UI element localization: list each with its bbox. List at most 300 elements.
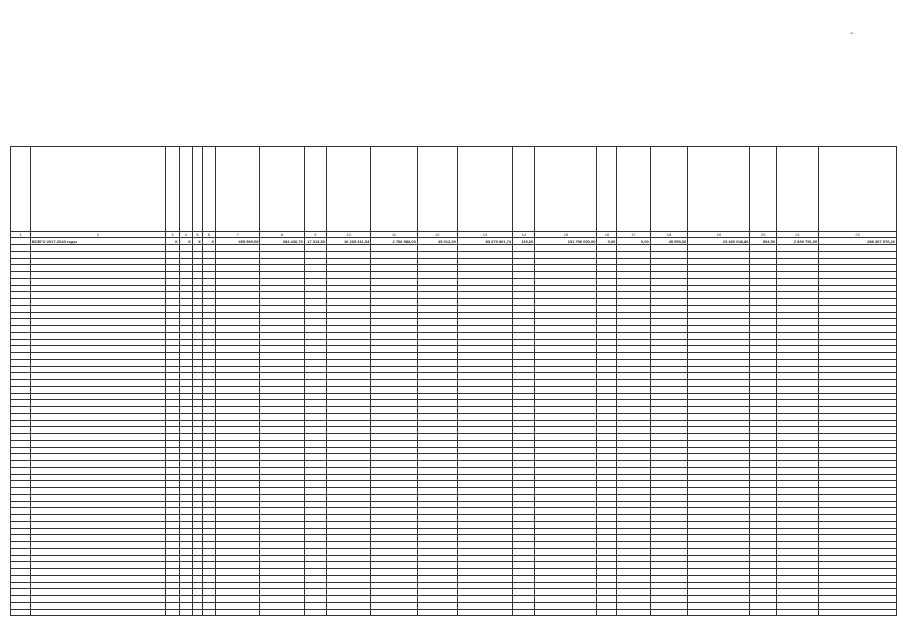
table-cell	[260, 319, 304, 326]
table-cell	[417, 440, 457, 447]
table-cell	[326, 602, 370, 609]
table-cell	[777, 251, 819, 258]
table-cell	[457, 272, 512, 279]
table-cell	[166, 508, 179, 515]
table-cell	[819, 312, 897, 319]
table-cell	[513, 596, 535, 603]
table-cell	[30, 278, 165, 285]
table-cell	[260, 569, 304, 576]
table-cell	[202, 575, 215, 582]
table-cell	[457, 508, 512, 515]
table-cell	[535, 272, 597, 279]
table-cell	[535, 326, 597, 333]
table-cell	[179, 305, 192, 312]
table-cell	[535, 359, 597, 366]
table-cell	[750, 245, 777, 252]
table-cell	[192, 521, 202, 528]
table-cell	[750, 265, 777, 272]
table-cell	[688, 501, 750, 508]
table-cell	[650, 413, 688, 420]
table-cell	[513, 332, 535, 339]
table-cell	[202, 461, 215, 468]
table-cell	[216, 346, 260, 353]
table-row	[11, 305, 897, 312]
table-cell	[750, 515, 777, 522]
table-cell	[688, 461, 750, 468]
table-cell	[617, 609, 650, 616]
table-cell	[192, 359, 202, 366]
table-cell	[513, 420, 535, 427]
table-cell	[457, 332, 512, 339]
table-cell	[371, 380, 418, 387]
table-cell	[819, 474, 897, 481]
table-cell	[166, 346, 179, 353]
table-cell	[326, 420, 370, 427]
table-cell	[260, 555, 304, 562]
table-cell	[30, 285, 165, 292]
table-cell	[597, 434, 617, 441]
table-cell	[457, 251, 512, 258]
table-cell	[513, 346, 535, 353]
table-row	[11, 299, 897, 306]
table-cell	[371, 285, 418, 292]
table-cell	[777, 562, 819, 569]
table-cell	[457, 467, 512, 474]
table-cell	[371, 454, 418, 461]
table-cell	[30, 474, 165, 481]
table-cell	[304, 339, 326, 346]
table-cell	[617, 299, 650, 306]
table-cell	[457, 515, 512, 522]
table-cell	[513, 366, 535, 373]
table-cell	[650, 461, 688, 468]
table-row	[11, 528, 897, 535]
table-cell	[216, 528, 260, 535]
table-cell	[179, 575, 192, 582]
table-cell	[371, 326, 418, 333]
table-cell	[777, 521, 819, 528]
table-cell	[326, 589, 370, 596]
table-cell	[371, 366, 418, 373]
table-cell	[777, 454, 819, 461]
table-cell	[777, 582, 819, 589]
table-cell	[650, 454, 688, 461]
table-cell	[166, 420, 179, 427]
table-cell	[617, 258, 650, 265]
table-cell	[688, 380, 750, 387]
table-cell	[30, 299, 165, 306]
table-cell	[688, 359, 750, 366]
table-cell	[179, 440, 192, 447]
table-cell	[650, 508, 688, 515]
table-cell	[166, 251, 179, 258]
table-cell	[304, 521, 326, 528]
table-cell	[819, 272, 897, 279]
table-row	[11, 319, 897, 326]
table-cell	[202, 589, 215, 596]
table-cell	[777, 461, 819, 468]
table-cell	[304, 272, 326, 279]
table-cell	[371, 407, 418, 414]
table-cell	[535, 494, 597, 501]
table-cell	[819, 285, 897, 292]
table-cell	[650, 602, 688, 609]
table-cell	[750, 312, 777, 319]
table-cell	[417, 346, 457, 353]
table-cell	[30, 393, 165, 400]
table-cell	[11, 332, 31, 339]
table-cell	[30, 434, 165, 441]
table-cell	[11, 528, 31, 535]
table-cell	[216, 386, 260, 393]
table-cell	[202, 380, 215, 387]
table-cell	[819, 339, 897, 346]
table-cell	[457, 292, 512, 299]
table-cell	[11, 245, 31, 252]
table-cell	[457, 555, 512, 562]
table-row	[11, 400, 897, 407]
table-cell	[371, 440, 418, 447]
table-cell	[260, 488, 304, 495]
table-cell	[617, 542, 650, 549]
table-cell	[179, 488, 192, 495]
table-cell	[535, 373, 597, 380]
table-cell	[304, 434, 326, 441]
table-cell	[650, 326, 688, 333]
column-number: 9	[304, 232, 326, 238]
table-cell	[260, 380, 304, 387]
table-cell	[650, 562, 688, 569]
table-cell	[260, 413, 304, 420]
table-cell	[260, 407, 304, 414]
table-cell	[819, 521, 897, 528]
table-cell	[777, 380, 819, 387]
table-cell	[30, 609, 165, 616]
table-cell	[617, 562, 650, 569]
grand-total-row	[11, 238, 897, 245]
table-cell	[597, 461, 617, 468]
table-cell	[535, 305, 597, 312]
table-cell	[11, 548, 31, 555]
table-cell	[166, 481, 179, 488]
table-cell	[688, 575, 750, 582]
table-cell	[216, 245, 260, 252]
table-cell	[30, 353, 165, 360]
table-cell	[750, 332, 777, 339]
table-cell	[688, 251, 750, 258]
table-cell	[417, 447, 457, 454]
total-cell: 455 999,08	[216, 238, 260, 245]
table-cell	[11, 326, 31, 333]
table-cell	[597, 359, 617, 366]
table-cell	[260, 353, 304, 360]
table-cell	[30, 596, 165, 603]
table-cell	[650, 272, 688, 279]
table-cell	[371, 528, 418, 535]
table-cell	[417, 299, 457, 306]
table-row	[11, 366, 897, 373]
table-cell	[513, 285, 535, 292]
table-cell	[166, 332, 179, 339]
table-cell	[457, 481, 512, 488]
table-row	[11, 434, 897, 441]
table-cell	[417, 508, 457, 515]
table-cell	[777, 407, 819, 414]
table-cell	[371, 251, 418, 258]
table-cell	[513, 528, 535, 535]
table-cell	[30, 542, 165, 549]
table-cell	[457, 542, 512, 549]
table-cell	[777, 265, 819, 272]
table-cell	[304, 582, 326, 589]
unread-rows	[11, 245, 897, 616]
table-cell	[166, 609, 179, 616]
table-cell	[777, 528, 819, 535]
table-cell	[688, 305, 750, 312]
table-cell	[597, 319, 617, 326]
table-cell	[535, 515, 597, 522]
table-cell	[166, 400, 179, 407]
table-cell	[617, 454, 650, 461]
table-cell	[260, 332, 304, 339]
table-cell	[597, 548, 617, 555]
table-cell	[650, 380, 688, 387]
table-cell	[513, 589, 535, 596]
table-cell	[192, 380, 202, 387]
table-cell	[30, 562, 165, 569]
table-cell	[260, 258, 304, 265]
table-cell	[750, 562, 777, 569]
table-cell	[192, 582, 202, 589]
table-cell	[179, 292, 192, 299]
table-cell	[371, 481, 418, 488]
column-number: 7	[216, 232, 260, 238]
column-number: 19	[688, 232, 750, 238]
table-cell	[535, 427, 597, 434]
table-cell	[819, 467, 897, 474]
table-cell	[326, 366, 370, 373]
table-cell	[650, 292, 688, 299]
table-cell	[260, 528, 304, 535]
table-cell	[457, 366, 512, 373]
table-cell	[513, 319, 535, 326]
table-cell	[30, 515, 165, 522]
table-cell	[304, 380, 326, 387]
table-row	[11, 332, 897, 339]
table-cell	[202, 488, 215, 495]
table-cell	[216, 515, 260, 522]
table-cell	[750, 461, 777, 468]
table-cell	[216, 353, 260, 360]
table-cell	[417, 494, 457, 501]
table-cell	[535, 285, 597, 292]
table-cell	[688, 521, 750, 528]
table-cell	[513, 575, 535, 582]
table-cell	[166, 562, 179, 569]
table-cell	[819, 596, 897, 603]
table-cell	[192, 548, 202, 555]
table-cell	[535, 447, 597, 454]
table-cell	[819, 359, 897, 366]
table-cell	[216, 575, 260, 582]
table-row	[11, 555, 897, 562]
table-cell	[777, 305, 819, 312]
table-cell	[304, 245, 326, 252]
table-cell	[597, 265, 617, 272]
table-cell	[457, 427, 512, 434]
table-cell	[216, 474, 260, 481]
table-cell	[371, 272, 418, 279]
total-cell: 45 953,00	[650, 238, 688, 245]
table-row	[11, 285, 897, 292]
table-cell	[11, 265, 31, 272]
table-cell	[417, 332, 457, 339]
table-cell	[417, 562, 457, 569]
table-cell	[192, 393, 202, 400]
table-cell	[597, 440, 617, 447]
table-cell	[216, 272, 260, 279]
table-cell	[11, 258, 31, 265]
table-cell	[326, 278, 370, 285]
table-cell	[777, 386, 819, 393]
table-cell	[192, 569, 202, 576]
table-cell	[192, 589, 202, 596]
table-cell	[750, 508, 777, 515]
table-cell	[202, 413, 215, 420]
table-cell	[417, 353, 457, 360]
table-cell	[179, 339, 192, 346]
table-cell	[819, 515, 897, 522]
total-cell: 0,00	[617, 238, 650, 245]
table-cell	[417, 521, 457, 528]
table-cell	[326, 596, 370, 603]
table-cell	[417, 393, 457, 400]
table-cell	[819, 373, 897, 380]
program-table	[10, 146, 897, 616]
table-cell	[371, 555, 418, 562]
table-cell	[777, 447, 819, 454]
table-cell	[777, 332, 819, 339]
table-cell	[326, 582, 370, 589]
table-cell	[179, 609, 192, 616]
table-cell	[777, 474, 819, 481]
table-cell	[597, 447, 617, 454]
table-row	[11, 292, 897, 299]
table-cell	[371, 353, 418, 360]
table-cell	[750, 582, 777, 589]
header-row	[11, 147, 897, 232]
table-cell	[371, 434, 418, 441]
table-cell	[260, 501, 304, 508]
column-number: 5	[192, 232, 202, 238]
table-cell	[535, 501, 597, 508]
table-cell	[202, 501, 215, 508]
table-cell	[819, 447, 897, 454]
table-cell	[30, 440, 165, 447]
table-cell	[326, 292, 370, 299]
table-cell	[371, 305, 418, 312]
table-row	[11, 413, 897, 420]
column-number: 21	[777, 232, 819, 238]
table-cell	[535, 407, 597, 414]
table-cell	[417, 427, 457, 434]
table-cell	[11, 569, 31, 576]
table-cell	[617, 488, 650, 495]
table-cell	[166, 393, 179, 400]
table-cell	[417, 602, 457, 609]
table-cell	[819, 548, 897, 555]
table-cell	[216, 373, 260, 380]
table-cell	[11, 609, 31, 616]
table-cell	[819, 346, 897, 353]
table-cell	[597, 521, 617, 528]
table-cell	[597, 299, 617, 306]
table-cell	[260, 400, 304, 407]
table-cell	[457, 569, 512, 576]
table-row	[11, 501, 897, 508]
table-cell	[11, 413, 31, 420]
table-cell	[535, 575, 597, 582]
table-cell	[166, 521, 179, 528]
table-cell	[326, 251, 370, 258]
table-cell	[457, 548, 512, 555]
table-row	[11, 481, 897, 488]
table-cell	[819, 427, 897, 434]
table-cell	[457, 346, 512, 353]
total-cell: 2 839 751,00	[777, 238, 819, 245]
total-cell: 23 460 048,86	[688, 238, 750, 245]
table-cell	[326, 461, 370, 468]
table-cell	[535, 555, 597, 562]
table-cell	[617, 481, 650, 488]
table-cell	[597, 413, 617, 420]
table-cell	[457, 596, 512, 603]
table-cell	[371, 461, 418, 468]
table-cell	[457, 319, 512, 326]
table-cell	[617, 528, 650, 535]
table-row	[11, 508, 897, 515]
table-cell	[166, 326, 179, 333]
table-cell	[617, 467, 650, 474]
table-cell	[535, 596, 597, 603]
table-cell	[192, 602, 202, 609]
table-cell	[513, 508, 535, 515]
table-cell	[597, 285, 617, 292]
table-cell	[819, 461, 897, 468]
table-row	[11, 386, 897, 393]
table-cell	[326, 339, 370, 346]
table-cell	[166, 299, 179, 306]
table-cell	[819, 494, 897, 501]
table-cell	[11, 454, 31, 461]
table-cell	[688, 299, 750, 306]
table-cell	[166, 339, 179, 346]
table-cell	[688, 569, 750, 576]
table-cell	[417, 481, 457, 488]
table-cell	[192, 339, 202, 346]
table-cell	[11, 366, 31, 373]
table-cell	[260, 535, 304, 542]
table-cell	[457, 373, 512, 380]
table-cell	[597, 380, 617, 387]
table-cell	[260, 339, 304, 346]
table-cell	[819, 440, 897, 447]
column-number: 15	[535, 232, 597, 238]
table-cell	[417, 528, 457, 535]
table-cell	[750, 521, 777, 528]
table-cell	[535, 535, 597, 542]
table-cell	[650, 251, 688, 258]
